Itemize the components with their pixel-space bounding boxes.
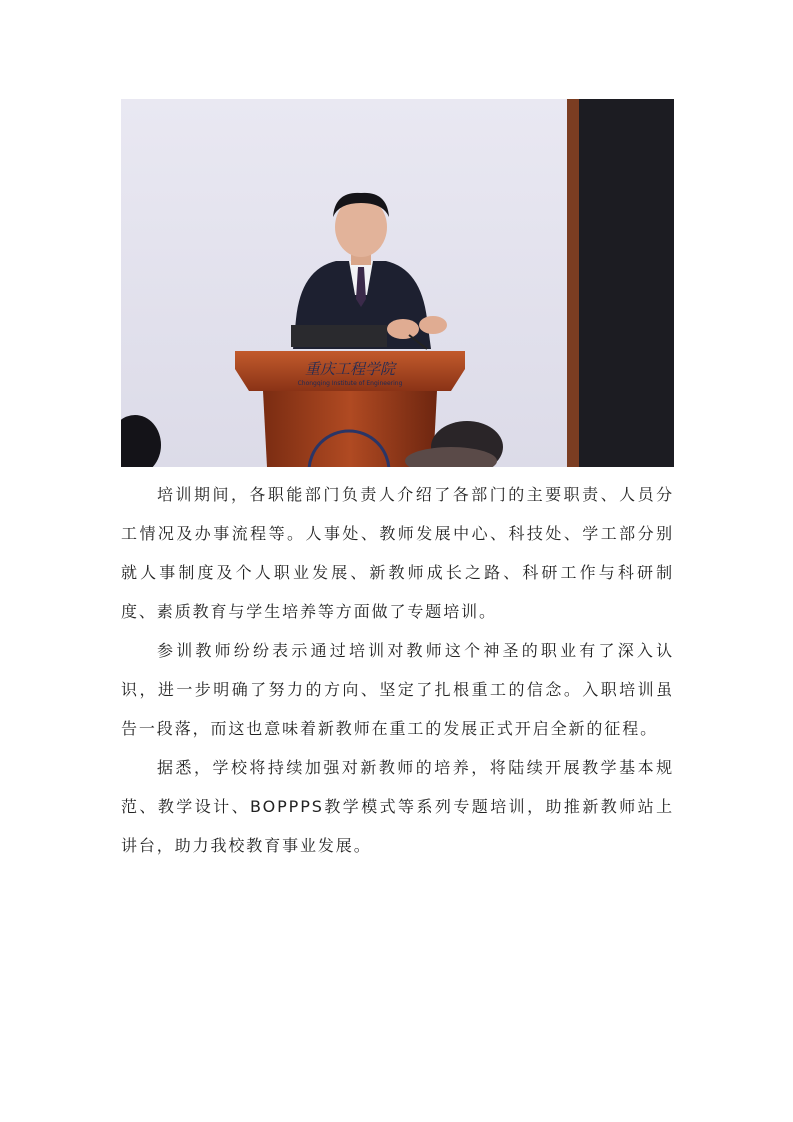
- speaker-photo: [121, 99, 674, 467]
- podium-logo-en: Chongqing Institute of Engineering: [297, 380, 403, 387]
- paragraph: 参训教师纷纷表示通过培训对教师这个神圣的职业有了深入认识，进一步明确了努力的方向、坚定了扎根重工的信念。入职培训虽告一段落，而这也意味着新教师在重工的发展正式开启全新的征程。: [121, 641, 674, 738]
- photo-illustration: [121, 99, 674, 467]
- podium-logo-text: 重庆工程学院: [304, 360, 396, 378]
- paragraph: 培训期间，各职能部门负责人介绍了各部门的主要职责、人员分工情况及办事流程等。人事处、教师发展中心、科技处、学工部分别就人事制度及个人职业发展、新教师成长之路、科研工作与科研制度、素质教育与学生培养等方面做了专题培训。: [121, 485, 674, 621]
- paragraph: 据悉，学校将持续加强对新教师的培养，将陆续开展教学基本规范、教学设计、BOPPPS教学模式等系列专题培训，助推新教师站上讲台，助力我校教育事业发展。: [121, 758, 674, 855]
- article-body: [121, 475, 674, 865]
